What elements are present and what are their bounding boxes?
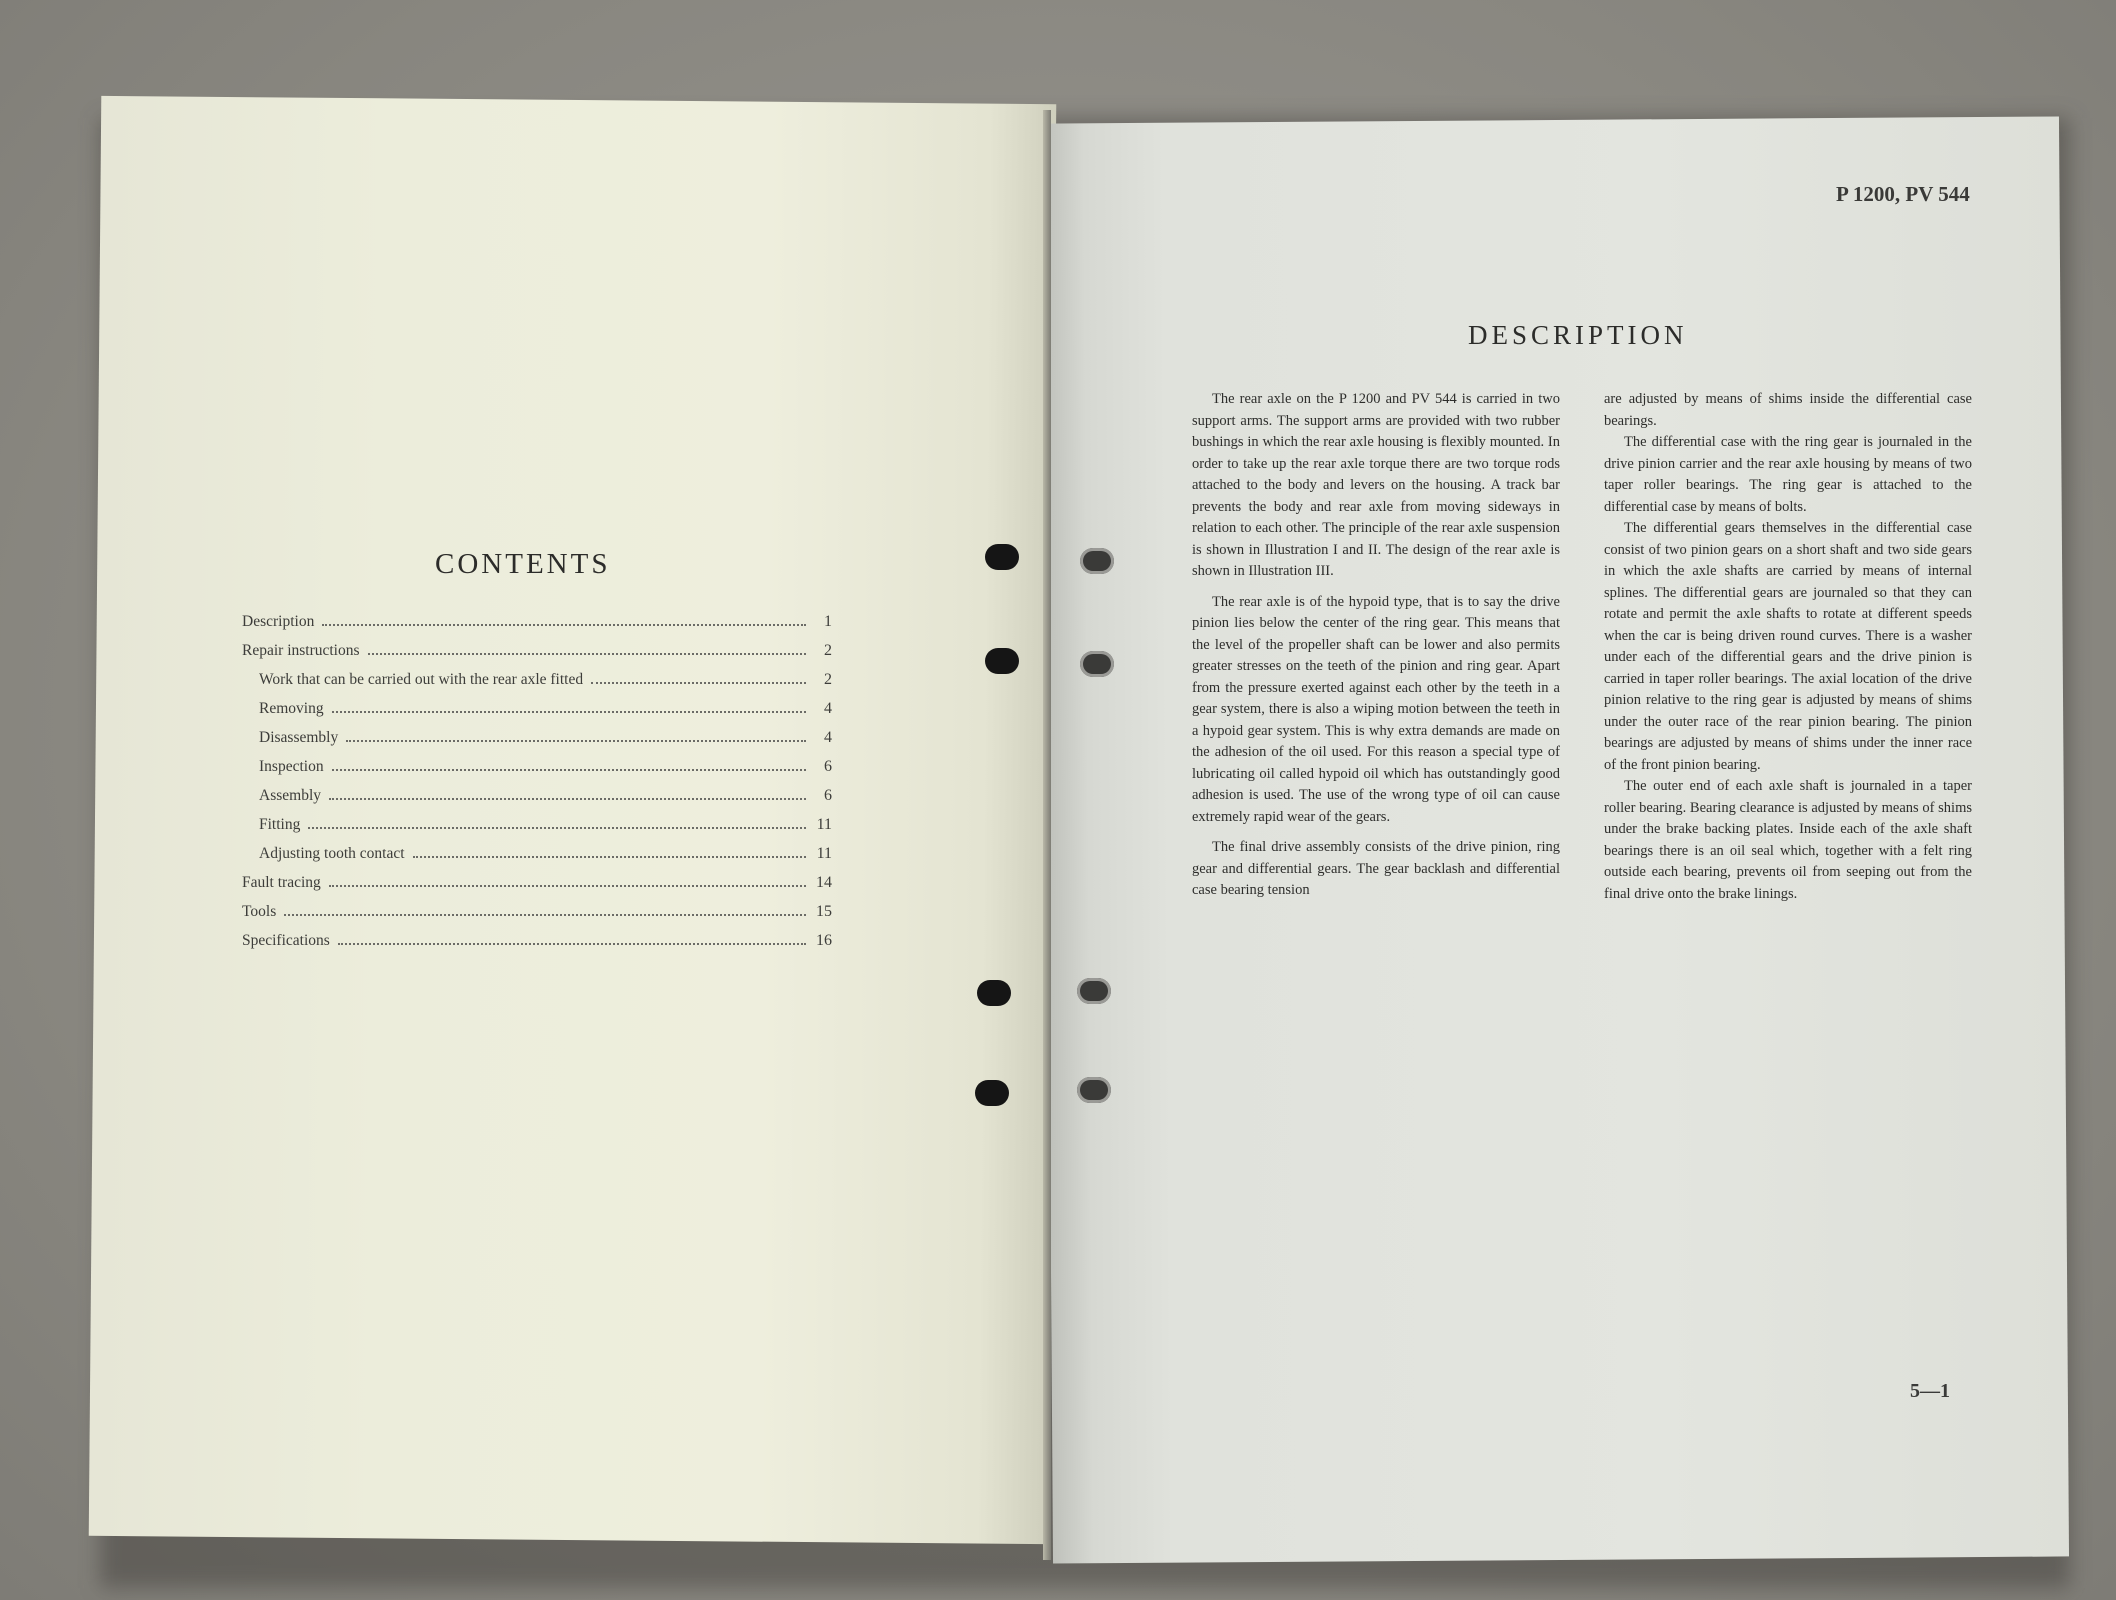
toc-entry-label: Repair instructions: [242, 642, 360, 659]
text-column-1: [1192, 389, 1560, 902]
toc-entry-page: 4: [824, 729, 832, 746]
binder-hole: [975, 1080, 1009, 1106]
toc-entry: [242, 758, 832, 787]
toc-leader-dots: [308, 827, 806, 829]
paragraph: The rear axle is of the hypoid type, that is to say the drive pinion lies below the center of the ring gear. This means that the level of the propeller shaft can be lower and also permits greater stresses on the teeth of the pinion and ring gear. Apart from the pressure exerted against each other by the teeth in a gear system, there is also a wiping motion between the teeth in a hypoid gear system. This is why extra demands are made on the adhesion of the oil used. For this reason a special type of lubricating oil called hypoid oil which has outstandingly good adhesion is used. The use of the wrong type of oil can cause extremely rapid wear of the gears.: [1192, 593, 1560, 825]
toc-leader-dots: [591, 682, 806, 684]
toc-leader-dots: [284, 914, 806, 916]
toc-entry-page: 2: [824, 671, 832, 688]
paragraph: The differential gears themselves in the differential case consist of two pinion gears on a short shaft and two side gears in which the axle shafts are carried by means of internal splines. The differential gears are journaled so that they can rotate and permit the axle shafts to rotate at different speeds when the car is being driven round curves. There is a washer under each of the differential gears and the drive pinion is carried in taper roller bearings. The axial location of the drive pinion relative to the ring gear is adjusted by means of shims under the outer race of the rear pinion bearing. The pinion bearings are adjusted by means of shims under the inner race of the front pinion bearing.: [1604, 520, 1972, 773]
toc-entry-label: Adjusting tooth contact: [259, 845, 405, 862]
toc-entry-page: 6: [824, 787, 832, 804]
toc-entry-label: Description: [242, 613, 315, 630]
toc-entry-label: Tools: [242, 903, 277, 920]
toc-entry-label: Fitting: [259, 816, 301, 833]
page-number: 5—1: [1910, 1380, 1950, 1402]
toc-leader-dots: [346, 740, 806, 742]
binder-hole: [1080, 548, 1114, 574]
toc-entry: [242, 816, 832, 845]
toc-leader-dots: [332, 769, 806, 771]
toc-entry-label: Work that can be carried out with the rear axle fitted: [259, 671, 584, 688]
toc-leader-dots: [329, 885, 806, 887]
binder-hole: [977, 980, 1011, 1006]
booklet-spine: [1043, 110, 1051, 1560]
toc-leader-dots: [413, 856, 806, 858]
toc-leader-dots: [332, 711, 806, 713]
toc-entry: [242, 671, 832, 700]
toc-entry-page: 15: [816, 903, 832, 920]
toc-entry: [242, 700, 832, 729]
paragraph: The final drive assembly consists of the drive pinion, ring gear and differential gears. The gear backlash and differential case bearing tension: [1192, 839, 1560, 898]
paragraph: The differential case with the ring gear is journaled in the drive pinion carrier and the rear axle housing by means of two taper roller bearings. The ring gear is attached to the differential case by means of bolts.: [1604, 434, 1972, 515]
toc-leader-dots: [329, 798, 806, 800]
toc-entry-page: 6: [824, 758, 832, 775]
toc-entry-label: Disassembly: [259, 729, 339, 746]
toc-entry-page: 1: [824, 613, 832, 630]
toc-entry-page: 4: [824, 700, 832, 717]
toc-entry: [242, 642, 832, 671]
paragraph: The outer end of each axle shaft is journaled in a taper roller bearing. Bearing clearance is adjusted by means of shims under the brake backing plates. Inside each of the axle shaft bearings there is an oil seal which, together with a felt ring outside each bearing, prevents oil from seeping out from the final drive onto the brake linings.: [1604, 778, 1972, 902]
text-column-2: [1604, 389, 1972, 905]
toc-entry-page: 11: [816, 845, 832, 862]
toc-entry-page: 2: [824, 642, 832, 659]
contents-title: CONTENTS: [435, 548, 611, 580]
toc-entry-page: 16: [816, 932, 832, 949]
toc-entry-label: Removing: [259, 700, 324, 717]
toc-entry-label: Specifications: [242, 932, 330, 949]
binder-hole: [985, 648, 1019, 674]
binder-hole: [1080, 651, 1114, 677]
toc-entry: [242, 845, 832, 874]
description-title: DESCRIPTION: [1468, 320, 1688, 350]
toc-entry: [242, 613, 832, 642]
toc-entry-page: 14: [816, 874, 832, 891]
binder-hole: [985, 544, 1019, 570]
toc-leader-dots: [338, 943, 806, 945]
toc-entry: [242, 903, 832, 932]
toc-entry-label: Fault tracing: [242, 874, 321, 891]
toc-leader-dots: [368, 653, 806, 655]
paragraph: are adjusted by means of shims inside the differential case bearings.: [1604, 391, 1972, 429]
paragraph: The rear axle on the P 1200 and PV 544 is carried in two support arms. The support arms are provided with two rubber bushings in which the rear axle housing is flexibly mounted. In order to take up the rear axle torque there are two torque rods attached to the body and levers on the housing. A track bar prevents the body and rear axle from moving sideways in relation to each other. The principle of the rear axle suspension is shown in Illustration I and II. The design of the rear axle is shown in Illustration III.: [1192, 391, 1560, 579]
toc-entry: [242, 729, 832, 758]
toc-entry-label: Inspection: [259, 758, 324, 775]
binder-hole: [1077, 1077, 1111, 1103]
model-header: P 1200, PV 544: [1836, 182, 1970, 206]
toc-entry-page: 11: [816, 816, 832, 833]
table-of-contents: [242, 613, 832, 961]
toc-leader-dots: [322, 624, 806, 626]
toc-entry: [242, 787, 832, 816]
toc-entry-label: Assembly: [259, 787, 321, 804]
toc-entry: [242, 874, 832, 903]
toc-entry: [242, 932, 832, 961]
binder-hole: [1077, 978, 1111, 1004]
